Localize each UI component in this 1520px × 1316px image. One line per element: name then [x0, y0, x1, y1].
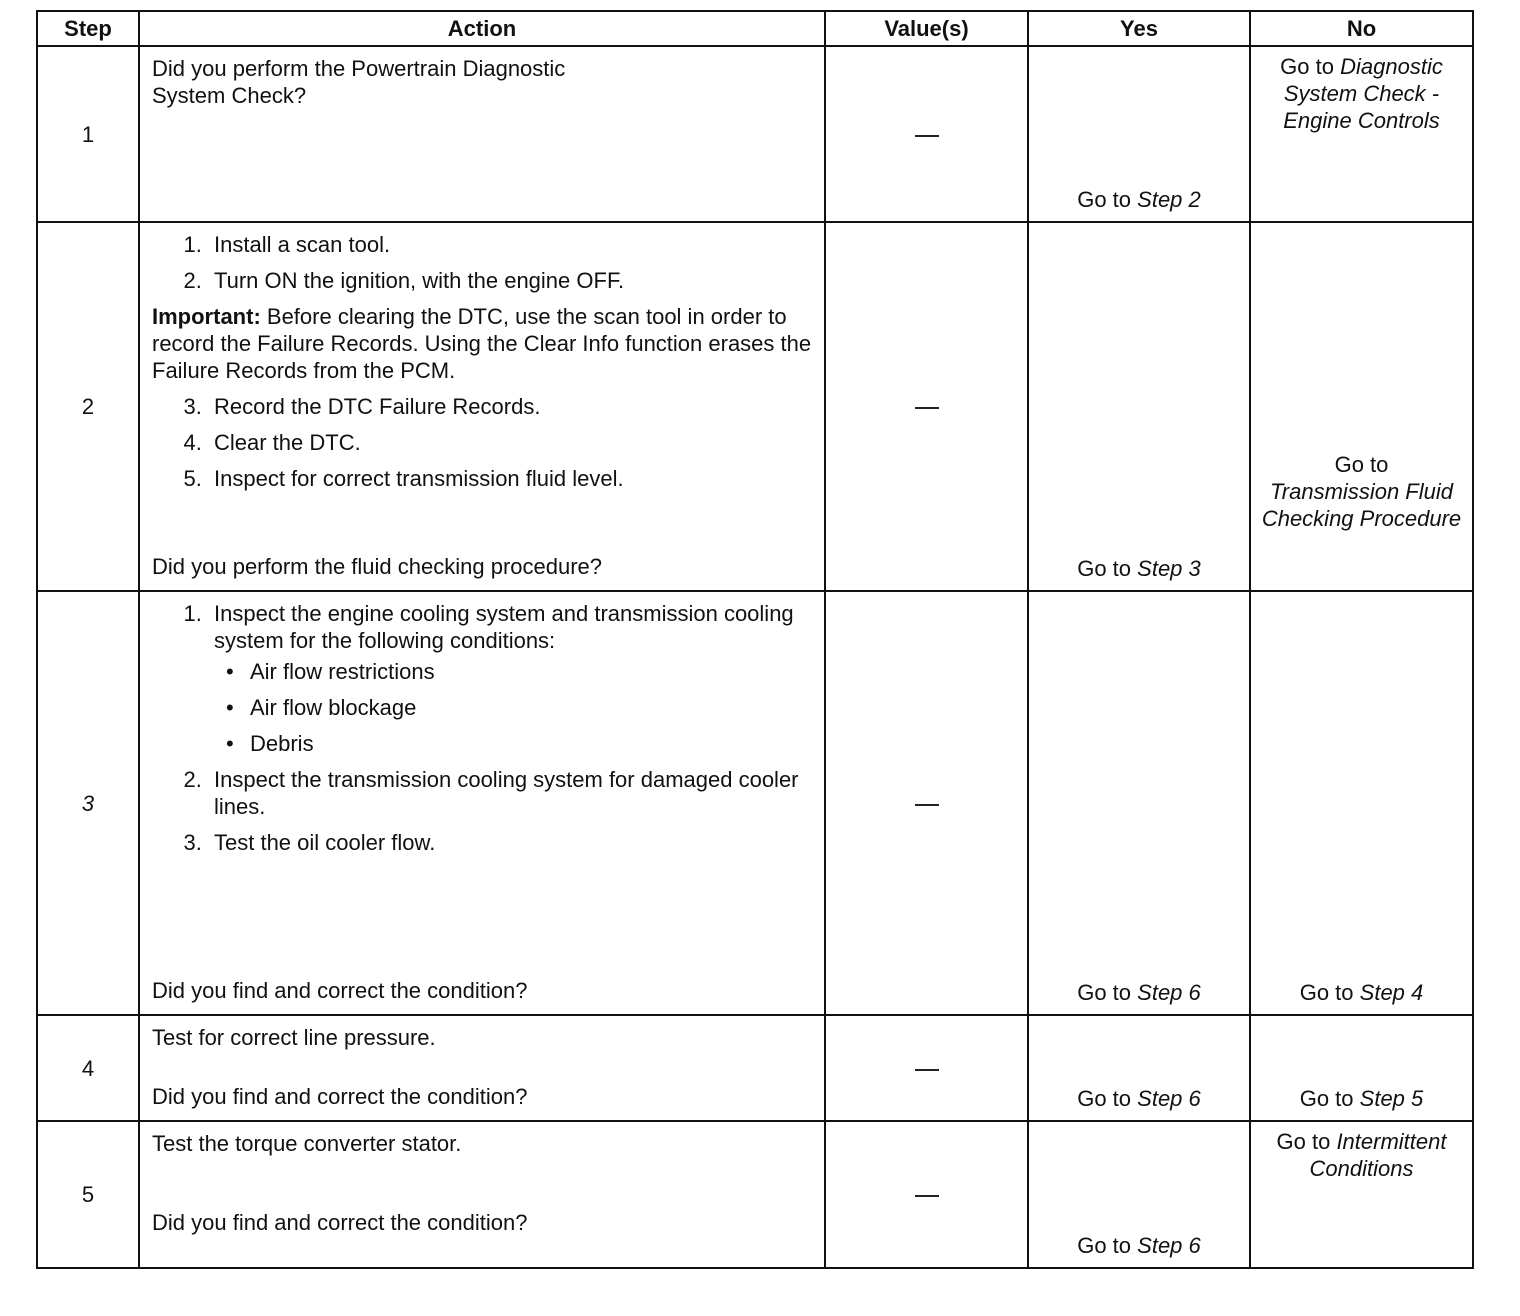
- value-cell: [825, 46, 1028, 222]
- important-label: Important:: [152, 304, 261, 329]
- diagnostic-table: [36, 10, 1474, 1269]
- dash-mark: [915, 135, 939, 137]
- table-row-step-4: [37, 1015, 1473, 1121]
- value-cell: [825, 1121, 1028, 1268]
- instruction-list: [152, 231, 814, 303]
- yes-cell: [1028, 46, 1250, 222]
- list-item: 2. Inspect the transmission cooling system for damaged cooler lines.: [208, 766, 814, 820]
- action-text: Did you perform the Powertrain Diagnostic: [152, 56, 566, 81]
- list-item: 5. Inspect for correct transmission fluid level.: [208, 465, 814, 492]
- dash-mark: [915, 804, 939, 806]
- list-item: 4. Clear the DTC.: [208, 429, 814, 456]
- yes-goto[interactable]: Go to Step 6: [1077, 1086, 1201, 1111]
- instruction-list: [152, 600, 814, 865]
- bullet-list: [214, 658, 814, 757]
- no-goto[interactable]: Go to Step 5: [1299, 1086, 1424, 1111]
- step-number: 2: [37, 222, 139, 591]
- action-cell: [139, 1121, 825, 1268]
- value-cell: [825, 591, 1028, 1015]
- list-item: [208, 600, 814, 757]
- list-item: 3. Record the DTC Failure Records.: [208, 393, 814, 420]
- action-cell: [139, 1015, 825, 1121]
- important-note: [152, 303, 814, 384]
- step-number: 4: [37, 1015, 139, 1121]
- value-cell: [825, 1015, 1028, 1121]
- no-cell: [1250, 222, 1473, 591]
- header-action: Action: [139, 11, 825, 46]
- value-cell: [825, 222, 1028, 591]
- no-cell: [1250, 1121, 1473, 1268]
- bullet-item: • Air flow blockage: [244, 694, 814, 721]
- question-text: Did you find and correct the condition?: [152, 1210, 528, 1235]
- question-text: Did you find and correct the condition?: [152, 1084, 528, 1109]
- no-cell: [1250, 46, 1473, 222]
- action-cell: [139, 591, 825, 1015]
- yes-cell: [1028, 591, 1250, 1015]
- table-row-step-3: [37, 591, 1473, 1015]
- list-item-text: Inspect the engine cooling system and transmission cooling system for the following conditions:: [214, 601, 794, 653]
- yes-cell: [1028, 1015, 1250, 1121]
- yes-goto[interactable]: Go to Step 3: [1077, 556, 1201, 581]
- table-row-step-1: [37, 46, 1473, 222]
- dash-mark: [915, 1195, 939, 1197]
- action-text: Test the torque converter stator.: [152, 1131, 462, 1156]
- header-values: Value(s): [825, 11, 1028, 46]
- question-text: Did you perform the fluid checking procedure?: [152, 554, 603, 579]
- no-goto[interactable]: Go to Intermittent Conditions: [1276, 1129, 1447, 1181]
- dash-mark: [915, 407, 939, 409]
- step-number: 1: [37, 46, 139, 222]
- header-step: Step: [37, 11, 139, 46]
- table-row-step-2: [37, 222, 1473, 591]
- bullet-item: • Air flow restrictions: [244, 658, 814, 685]
- yes-cell: [1028, 1121, 1250, 1268]
- no-cell: [1250, 591, 1473, 1015]
- header-yes: Yes: [1028, 11, 1250, 46]
- action-cell: [139, 46, 825, 222]
- list-item: 2. Turn ON the ignition, with the engine OFF.: [208, 267, 814, 294]
- yes-goto[interactable]: Go to Step 6: [1077, 980, 1201, 1005]
- instruction-list: [152, 393, 814, 501]
- question-text: Did you find and correct the condition?: [152, 978, 528, 1003]
- dash-mark: [915, 1069, 939, 1071]
- no-goto[interactable]: Go to Diagnostic System Check - Engine Controls: [1280, 54, 1443, 133]
- action-text: System Check?: [152, 83, 307, 108]
- no-goto[interactable]: Go to Transmission Fluid Checking Procedure: [1261, 452, 1462, 531]
- list-item: 3. Test the oil cooler flow.: [208, 829, 814, 856]
- no-goto[interactable]: Go to Step 4: [1299, 980, 1424, 1005]
- important-text: Before clearing the DTC, use the scan tool in order to record the Failure Records. Using the Clear Info function erases the Failure Records from the PCM.: [152, 304, 812, 383]
- header-no: No: [1250, 11, 1473, 46]
- step-number: 5: [37, 1121, 139, 1268]
- no-cell: [1250, 1015, 1473, 1121]
- step-number: 3: [37, 591, 139, 1015]
- yes-cell: [1028, 222, 1250, 591]
- action-text: Test for correct line pressure.: [152, 1025, 436, 1050]
- list-item: 1. Install a scan tool.: [208, 231, 814, 258]
- yes-goto[interactable]: Go to Step 6: [1077, 1233, 1201, 1258]
- yes-goto[interactable]: Go to Step 2: [1077, 187, 1201, 212]
- header-row: [37, 11, 1473, 46]
- action-cell: [139, 222, 825, 591]
- table-row-step-5: [37, 1121, 1473, 1268]
- bullet-item: • Debris: [244, 730, 814, 757]
